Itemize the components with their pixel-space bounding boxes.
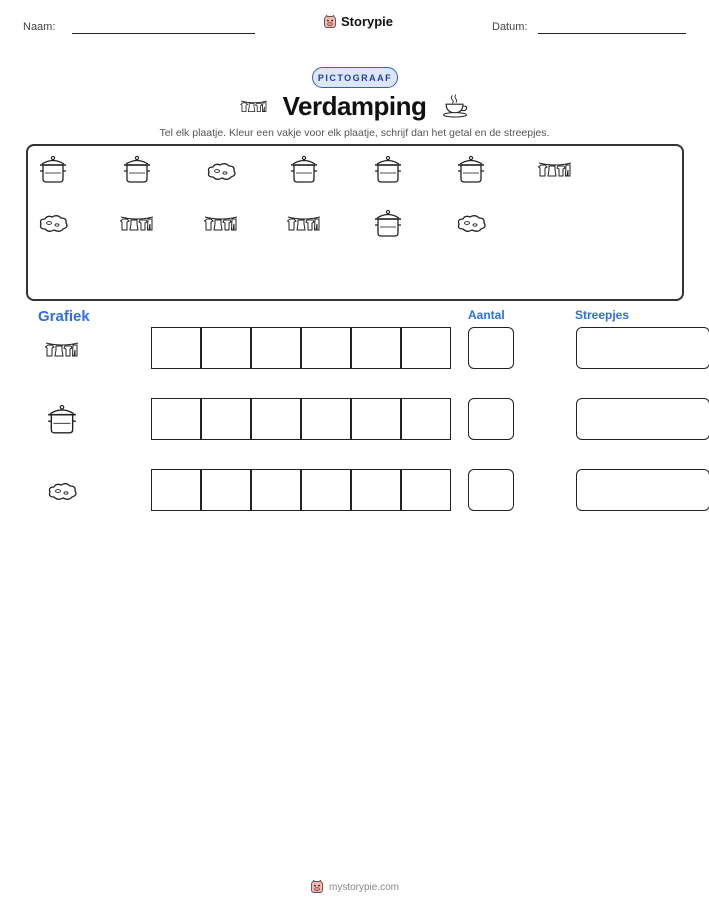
graph-cell[interactable] [301, 398, 351, 440]
tally-box[interactable] [576, 327, 709, 369]
clothesline-icon [204, 208, 238, 238]
count-box[interactable] [468, 327, 514, 369]
pot-icon [36, 154, 70, 184]
clothesline-icon [120, 208, 154, 238]
date-line[interactable] [538, 33, 686, 34]
pot-icon [43, 403, 81, 433]
graph-cell[interactable] [301, 469, 351, 511]
graph-cell[interactable] [351, 327, 401, 369]
page-title: Verdamping [282, 91, 427, 121]
date-label: Datum: [492, 21, 528, 33]
tally-label: Streepjes [575, 308, 630, 322]
puddle-icon [43, 476, 81, 506]
pig-icon [310, 880, 324, 894]
picture-box [26, 144, 684, 301]
puddle-icon [204, 156, 238, 186]
clothesline-icon [287, 208, 321, 238]
graph-cell[interactable] [351, 398, 401, 440]
tally-box[interactable] [576, 398, 709, 440]
clothesline-icon [43, 334, 81, 364]
graph-cell[interactable] [151, 398, 201, 440]
pot-icon [120, 154, 154, 184]
graph-cell[interactable] [401, 327, 451, 369]
graph-cell[interactable] [201, 327, 251, 369]
graph-cell[interactable] [301, 327, 351, 369]
graph-cell[interactable] [201, 469, 251, 511]
graph-cell[interactable] [151, 327, 201, 369]
puddle-icon [454, 208, 488, 238]
graph-cell[interactable] [251, 327, 301, 369]
brand-name: Storypie [341, 14, 394, 29]
graph-cell[interactable] [351, 469, 401, 511]
clothesline-icon [538, 154, 572, 184]
graph-cell[interactable] [251, 469, 301, 511]
pot-icon [454, 154, 488, 184]
graph-cell[interactable] [251, 398, 301, 440]
graph-cell[interactable] [401, 469, 451, 511]
count-box[interactable] [468, 469, 514, 511]
pot-icon [371, 154, 405, 184]
name-label: Naam: [23, 21, 56, 33]
coffee-cup-icon [440, 92, 470, 120]
graph-cell[interactable] [151, 469, 201, 511]
count-box[interactable] [468, 398, 514, 440]
pot-icon [287, 154, 321, 184]
graph-cell[interactable] [201, 398, 251, 440]
footer-link[interactable]: mystorypie.com [328, 881, 399, 893]
brand-logo [323, 14, 393, 29]
footer [0, 880, 709, 894]
puddle-icon [36, 208, 70, 238]
instructions: Tel elk plaatje. Kleur een vakje voor elk plaatje, schrijf dan het getal en de streepjes. [159, 127, 550, 139]
name-line[interactable] [72, 33, 255, 34]
pig-icon [323, 15, 337, 29]
pot-icon [371, 208, 405, 238]
graph-label: Grafiek [38, 308, 90, 325]
pictograph-badge: PICTOGRAAF [312, 67, 398, 88]
tally-box[interactable] [576, 469, 709, 511]
graph-cell[interactable] [401, 398, 451, 440]
count-label: Aantal [468, 308, 505, 322]
